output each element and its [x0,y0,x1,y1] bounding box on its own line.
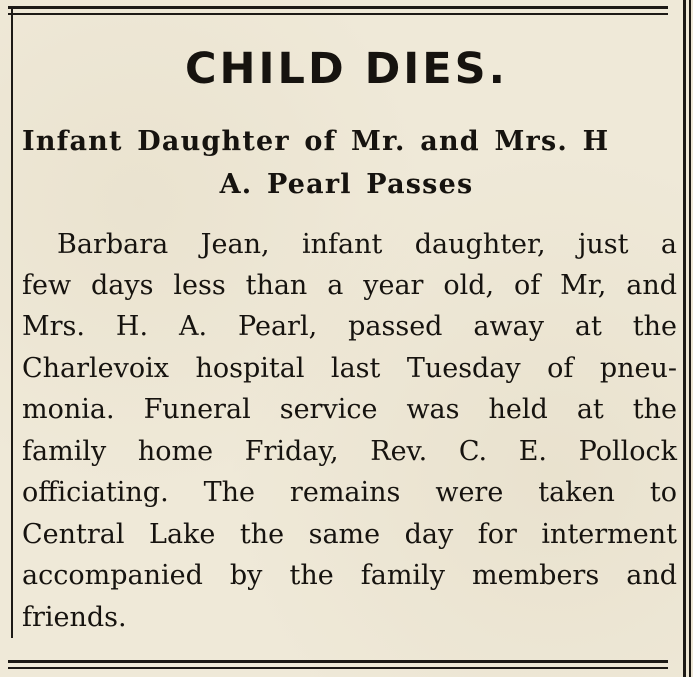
body-line: family home Friday, Rev. C. E. Pollock [22,436,677,467]
body-line: accompanied by the family members and [22,560,677,591]
subheadline-line: A. Pearl Passes [219,169,474,200]
headline: CHILD DIES. [185,44,508,94]
subheadline-line: Infant Daughter of Mr. and Mrs. H [22,126,610,157]
right-column-rule-thin [689,0,691,677]
top-rule-thin [8,13,668,15]
body-line: Barbara Jean, infant daughter, just a [57,229,677,260]
body-line: Charlevoix hospital last Tuesday of pneu- [22,353,677,384]
right-column-rule [683,0,686,677]
body-line: Mrs. H. A. Pearl, passed away at the [22,311,677,342]
bottom-rule [8,660,668,663]
body-line: monia. Funeral service was held at the [22,394,677,425]
body-line: friends. [22,602,127,633]
body-line: Central Lake the same day for interment [22,519,677,550]
top-rule [8,6,668,9]
bottom-rule-thin [8,667,668,669]
body-line: officiating. The remains were taken to [22,477,677,508]
body-line: few days less than a year old, of Mr, and [22,270,677,301]
left-column-rule [11,6,13,638]
